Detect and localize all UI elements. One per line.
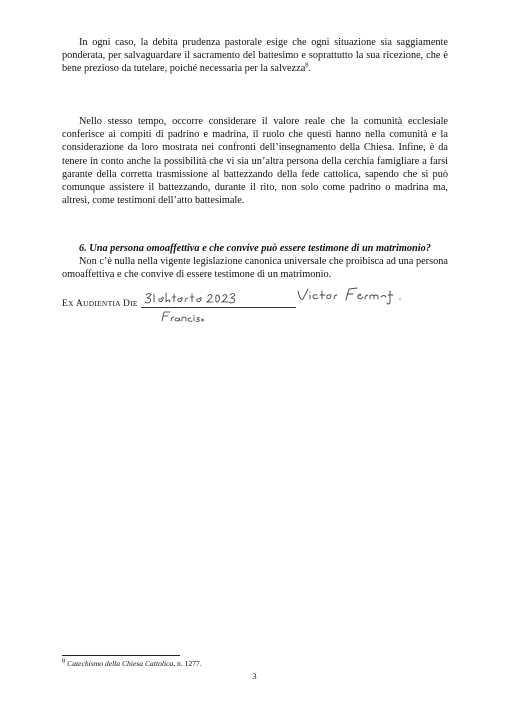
handwritten-signature-victor-fernandez <box>296 285 408 309</box>
ex-audientia-smallcaps: X <box>68 299 76 308</box>
signature-line <box>141 307 296 308</box>
handwritten-date <box>144 290 239 306</box>
footnote-rest: , n. 1277. <box>173 659 202 668</box>
question-6-heading <box>62 242 448 255</box>
paragraph-prudenza-pastorale <box>62 36 448 76</box>
question-6-text: 6. Una persona omoaffettiva e che convive può essere testimone di un matrimonio? <box>79 243 431 254</box>
paragraph-2-text: Nello stesso tempo, occorre considerare il valore reale che la comunità ecclesiale conferisce ai compiti di padrino e madrina, il ruolo che questi hanno nella comunità e la considerazione da loro mostrata nei confronti dell’insegnamento della Chiesa. Infine, è da tenere in conto anche la possibilità che vi sia un’altra persona della cerchia famigliare a farsi garante della corretta trasmissione al battezzando della fede cattolica, sapendo che si può comunque assistere il battezzando, durante il rito, non solo come padrino o madrina ma, altresì, come testimoni dell’atto battesimale. <box>62 116 448 207</box>
footnote-title: Catechismo della Chiesa Cattolica <box>67 659 174 668</box>
paragraph-1-text: In ogni caso, la debita prudenza pastorale esige che ogni situazione sia saggiamente ponderata, per salvaguardare il sacramento del battesimo e soprattutto la sua ricezione, che è bene prezioso da tutelare, poiché necessaria per la salvezza <box>62 37 448 75</box>
footnote-separator <box>62 655 180 656</box>
paragraph-answer-6 <box>62 255 448 281</box>
paragraph-3-text: Non c’è nulla nella vigente legislazione canonica universale che proibisca ad una persona omoaffettiva e che convive di essere testimone di un matrimonio. <box>62 256 448 281</box>
footnote-reference[interactable]: 8 <box>305 61 309 69</box>
paragraph-padrino-madrina <box>62 115 448 207</box>
footnote-8 <box>62 659 202 669</box>
ex-audientia-label: EX AUDIENTIA DIE <box>62 299 138 309</box>
page-number: 3 <box>252 671 257 681</box>
handwritten-signature-francisco <box>160 310 205 324</box>
footnote-number: 8 <box>62 657 66 665</box>
paragraph-1-end: . <box>308 63 312 75</box>
